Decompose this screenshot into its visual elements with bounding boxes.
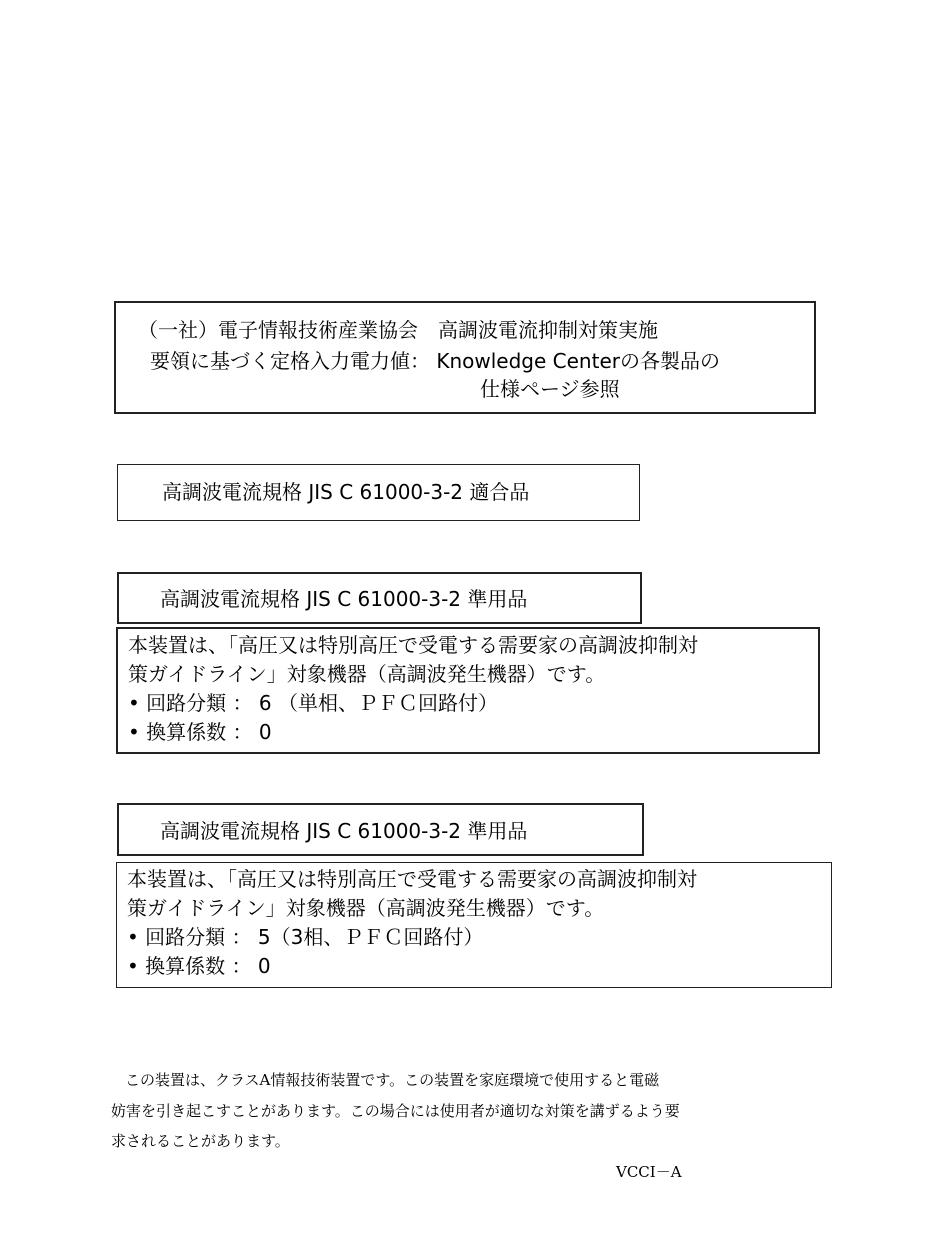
- vcci-notice-line-3: 求されることがあります。: [111, 1132, 290, 1150]
- jis-applicable-title-box-three-phase: [117, 803, 644, 856]
- jeita-line-3: 仕様ページ参照: [480, 377, 620, 401]
- circuit-class-item: • 回路分類 ： 6 （単相、ＰＦＣ回路付）: [128, 691, 498, 715]
- guideline-text-line-2: 策ガイドライン」対象機器（高調波発生機器）です。: [128, 662, 606, 686]
- jeita-rated-input-box: [114, 301, 816, 414]
- vcci-notice-line-1: この装置は、クラスA情報技術装置です。この装置を家庭環境で使用すると電磁: [125, 1071, 660, 1089]
- jis-conforming-title: 高調波電流規格 JIS C 61000-3-2 適合品: [162, 480, 530, 504]
- vcci-notice-line-2: 妨害を引き起こすことがあります。この場合には使用者が適切な対策を講ずるよう要: [111, 1102, 680, 1120]
- harmonic-guideline-box-three-phase: [116, 862, 832, 988]
- jeita-line-2: 要領に基づく定格入力電力値： Knowledge Centerの各製品の: [150, 349, 720, 373]
- circuit-class-item: • 回路分類 ： 5（3相、ＰＦＣ回路付）: [127, 925, 484, 949]
- jis-applicable-title-box-single-phase: [117, 572, 642, 624]
- jis-conforming-box: [117, 464, 640, 521]
- jeita-line-1: （一社）電子情報技術産業協会 高調波電流抑制対策実施: [138, 318, 658, 342]
- guideline-text-line-2: 策ガイドライン」対象機器（高調波発生機器）です。: [127, 896, 605, 920]
- jis-applicable-title: 高調波電流規格 JIS C 61000-3-2 準用品: [160, 819, 528, 843]
- guideline-text-line-1: 本装置は、「高圧又は特別高圧で受電する需要家の高調波抑制対: [127, 867, 697, 891]
- harmonic-guideline-box-single-phase: [116, 627, 820, 754]
- conversion-factor-item: • 換算係数 ： 0: [128, 720, 272, 744]
- jis-applicable-title: 高調波電流規格 JIS C 61000-3-2 準用品: [160, 587, 528, 611]
- conversion-factor-item: • 換算係数 ： 0: [127, 954, 271, 978]
- guideline-text-line-1: 本装置は、「高圧又は特別高圧で受電する需要家の高調波抑制対: [128, 633, 698, 657]
- vcci-class-label: VCCI－A: [616, 1163, 682, 1181]
